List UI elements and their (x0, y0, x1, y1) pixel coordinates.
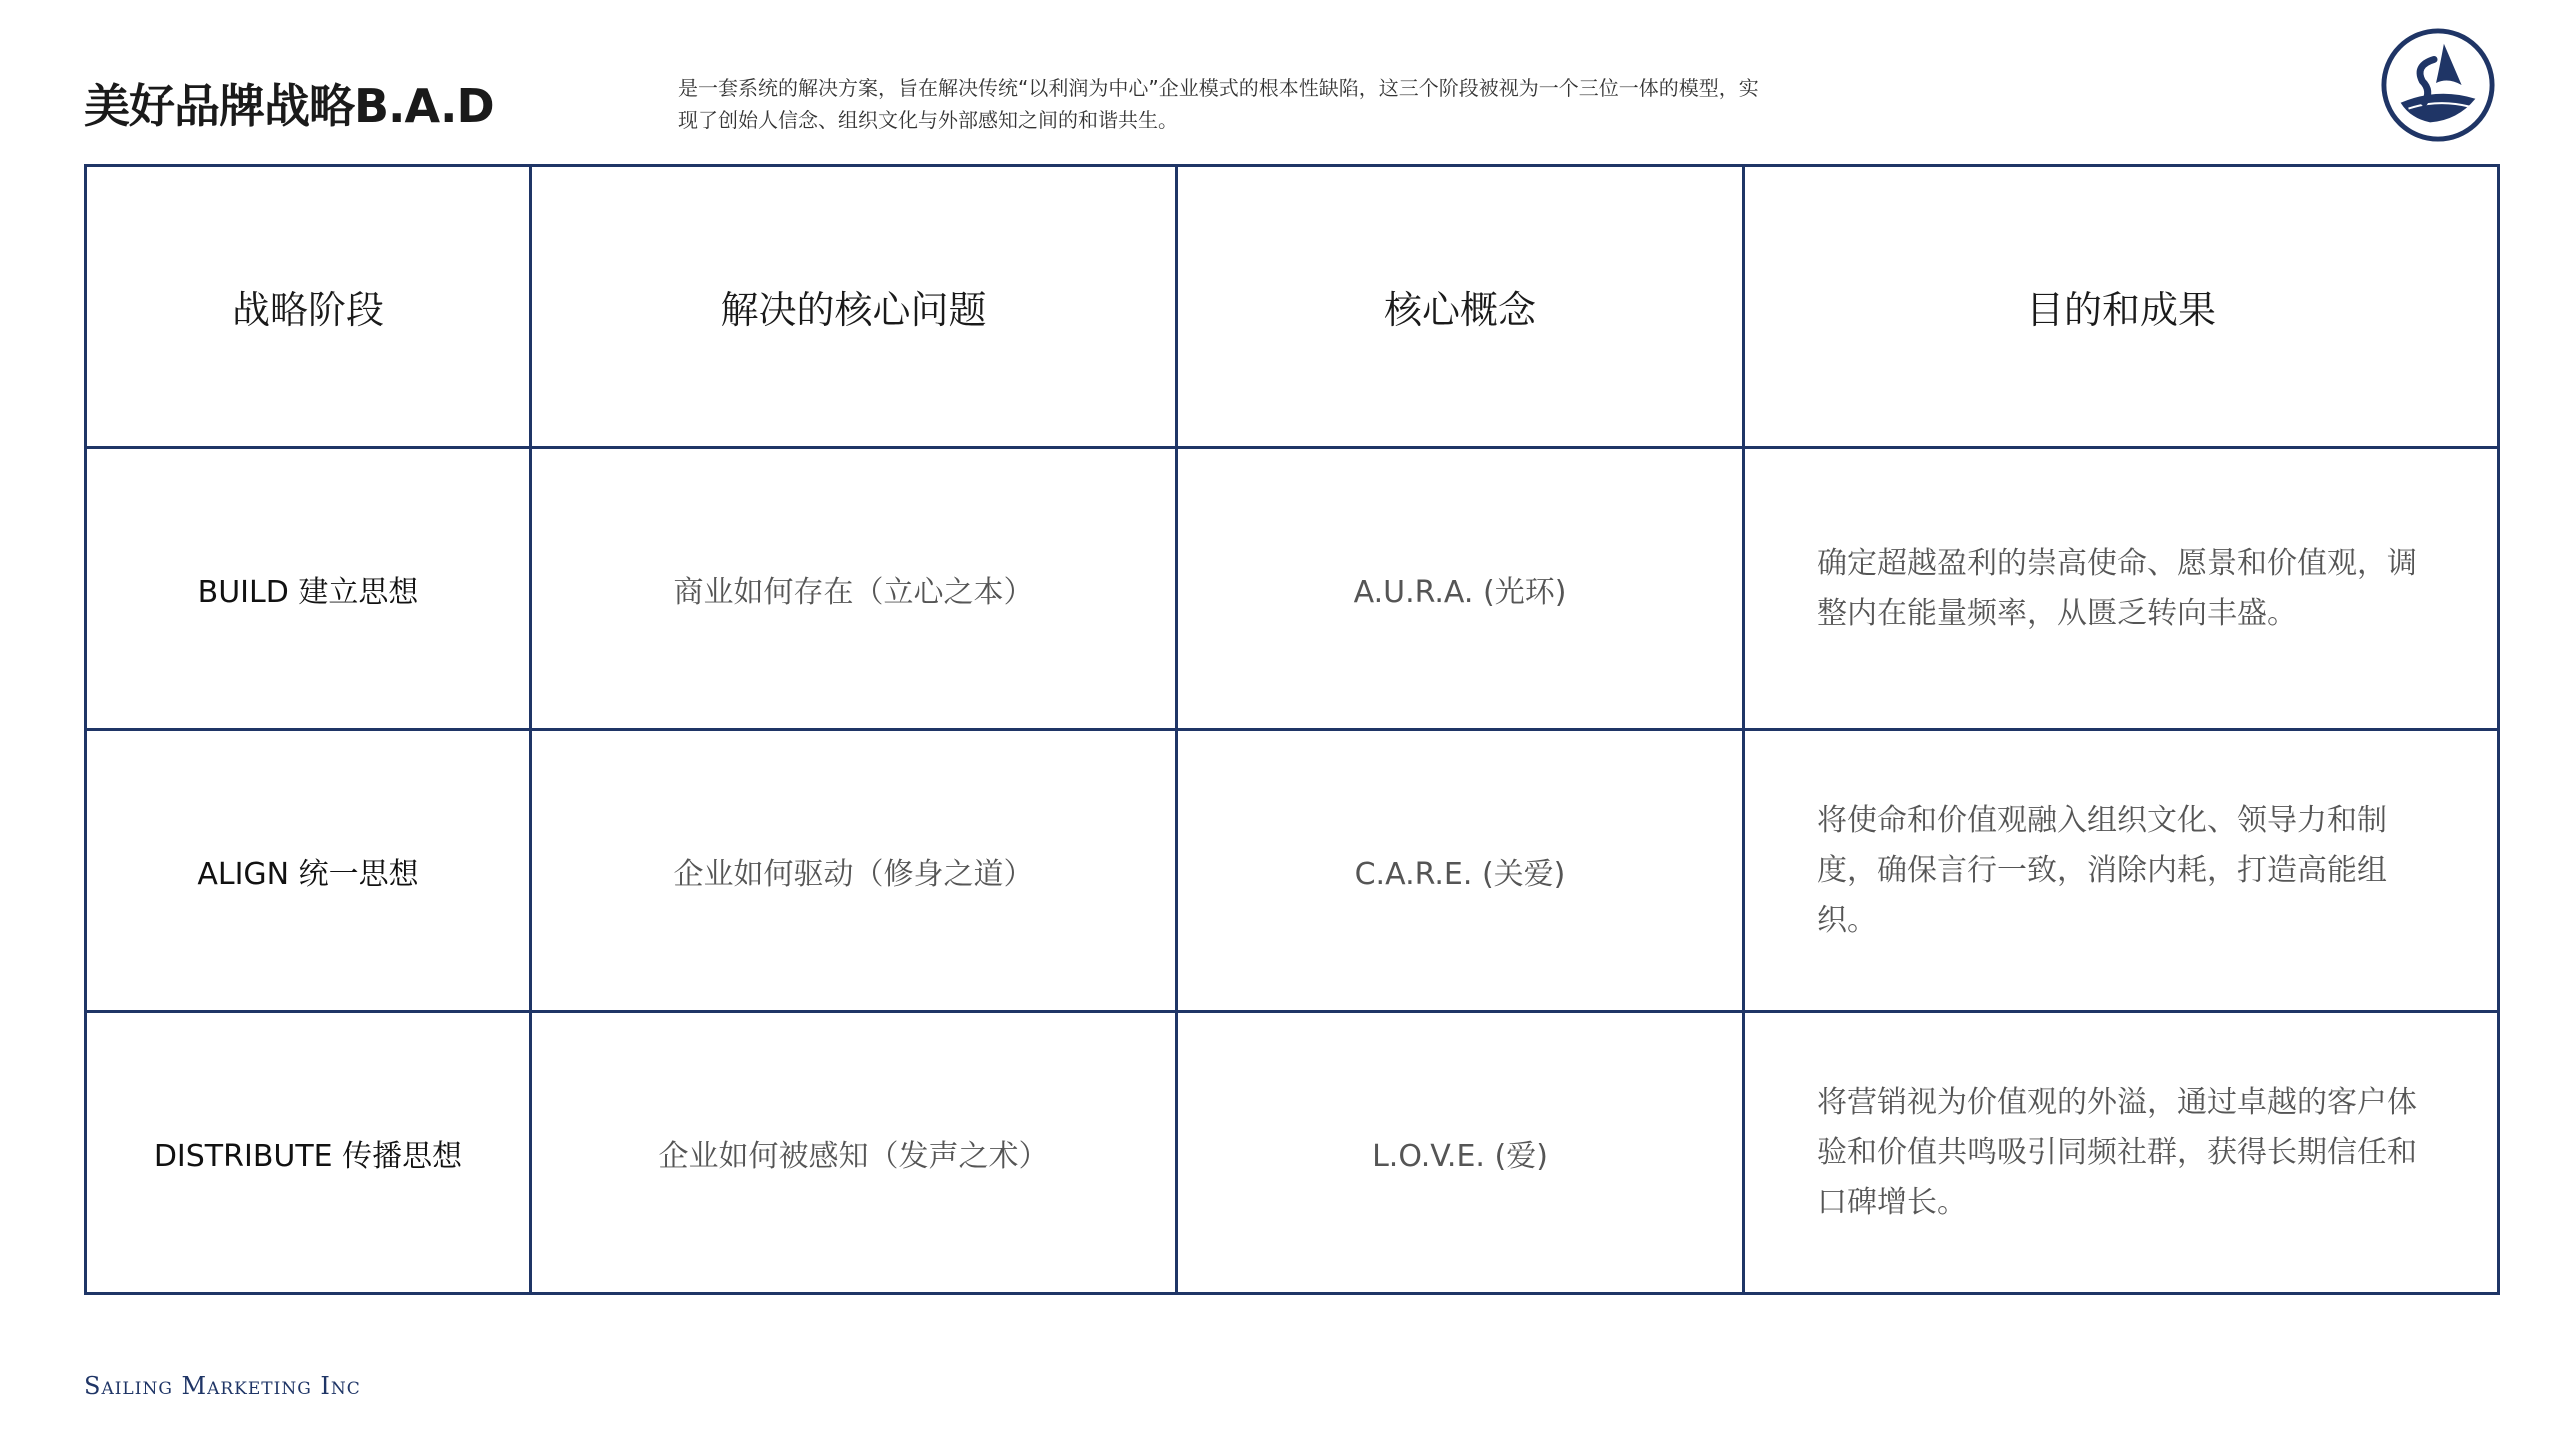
table-row (86, 448, 2499, 730)
page-description: 是一套系统的解决方案，旨在解决传统“以利润为中心”企业模式的根本性缺陷，这三个阶段被视为一个三位一体的模型，实现了创始人信念、组织文化与外部感知之间的和谐共生。 (678, 76, 1759, 132)
stage-cell: DISTRIBUTE 传播思想 (86, 1012, 531, 1294)
table-header-row (86, 166, 2499, 448)
problem-cell: 企业如何被感知（发声之术） (531, 1012, 1177, 1294)
outcome-cell: 将使命和价值观融入组织文化、领导力和制度，确保言行一致，消除内耗，打造高能组织。 (1744, 730, 2499, 1012)
concept-cell: L.O.V.E. (爱) (1177, 1012, 1744, 1294)
stage-cell: ALIGN 统一思想 (86, 730, 531, 1012)
problem-cell: 商业如何存在（立心之本） (531, 448, 1177, 730)
header-outcome: 目的和成果 (1744, 166, 2499, 448)
outcome-cell: 将营销视为价值观的外溢，通过卓越的客户体验和价值共鸣吸引同频社群，获得长期信任和口碑增长。 (1744, 1012, 2499, 1294)
concept-cell: C.A.R.E. (关爱) (1177, 730, 1744, 1012)
concept-cell: A.U.R.A. (光环) (1177, 448, 1744, 730)
stage-cell: BUILD 建立思想 (86, 448, 531, 730)
outcome-cell: 确定超越盈利的崇高使命、愿景和价值观，调整内在能量频率，从匮乏转向丰盛。 (1744, 448, 2499, 730)
header-concept: 核心概念 (1177, 166, 1744, 448)
header-problem: 解决的核心问题 (531, 166, 1177, 448)
problem-cell: 企业如何驱动（修身之道） (531, 730, 1177, 1012)
strategy-table (84, 164, 2500, 1295)
header-stage: 战略阶段 (86, 166, 531, 448)
page-title: 美好品牌战略B.A.D (84, 79, 494, 133)
footer-company-name: Sailing Marketing Inc (84, 1372, 361, 1400)
table-row (86, 730, 2499, 1012)
sailing-logo-icon (2379, 26, 2497, 144)
table-row (86, 1012, 2499, 1294)
